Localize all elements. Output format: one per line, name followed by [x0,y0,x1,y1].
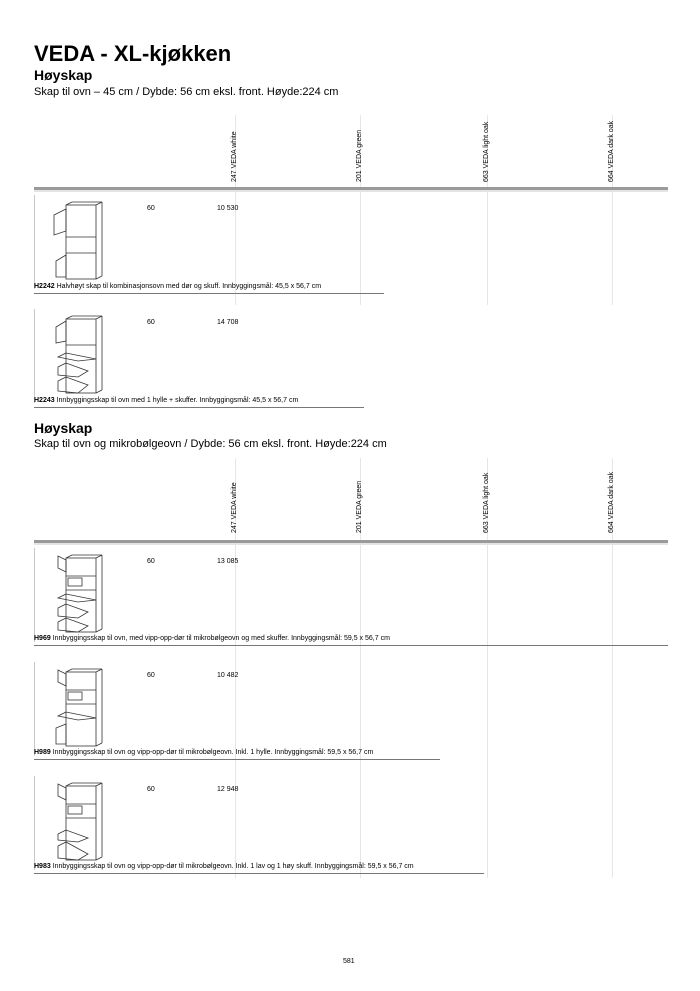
price-white: 10 530 [217,205,239,212]
product-caption [34,283,321,290]
product-row-h989 [34,662,668,762]
product-caption [34,863,414,870]
product-caption [34,635,390,642]
product-description: Innbyggingsskap til ovn og vipp-opp-dør til mikrobølgeovn. Inkl. 1 lav og 1 høy skuff. Innbyggingsmål: 59,5 x 56,7 cm [52,863,414,870]
column-header-green: 201 VEDA green [356,129,363,182]
product-code: H2242 [34,283,55,290]
column-header-green: 201 VEDA green [356,480,363,533]
product-row-h2243 [34,309,668,409]
section-1-description: Skap til ovn – 45 cm / Dybde: 56 cm eksl. front. Høyde:224 cm [34,86,339,98]
section-1-heading: Høyskap [34,67,93,83]
product-width: 60 [147,786,155,793]
product-width: 60 [147,672,155,679]
product-row-h983 [34,776,668,876]
column-header-dark-oak: 664 VEDA dark oak [608,471,615,533]
product-description: Halvhøyt skap til kombinasjonsovn med dør og skuff. Innbyggingsmål: 45,5 x 56,7 cm [56,283,322,290]
tall-cabinet-oven-microwave-two-drawers-icon [48,782,108,862]
product-code: H983 [34,863,51,870]
product-width: 60 [147,558,155,565]
column-header-light-oak: 663 VEDA light oak [483,121,490,182]
column-header-white: 247 VEDA white [231,131,238,182]
product-width: 60 [147,205,155,212]
product-description: Innbyggingsskap til ovn og vipp-opp-dør til mikrobølgeovn. Inkl. 1 hylle. Innbyggingsmål: 59,5 x 56,7 cm [52,749,374,756]
page-number: 581 [343,958,355,965]
product-row-h2242 [34,195,668,295]
product-row-h969 [34,548,668,648]
half-high-cabinet-combi-oven-icon [48,201,108,281]
product-caption [34,397,298,404]
page-title: VEDA - XL-kjøkken [34,41,232,66]
column-header-dark-oak: 664 VEDA dark oak [608,120,615,182]
product-caption [34,749,373,756]
price-white: 13 085 [217,558,239,565]
product-code: H989 [34,749,51,756]
product-description: Innbyggingsskap til ovn med 1 hylle + skuffer. Innbyggingsmål: 45,5 x 56,7 cm [56,397,299,404]
product-code: H969 [34,635,51,642]
column-header-light-oak: 663 VEDA light oak [483,472,490,533]
column-header-white: 247 VEDA white [231,482,238,533]
product-width: 60 [147,319,155,326]
product-description: Innbyggingsskap til ovn, med vipp-opp-dør til mikrobølgeovn og med skuffer. Innbyggingsmål: 59,5 x 56,7 cm [52,635,390,642]
tall-cabinet-oven-microwave-drawers-icon [48,554,108,634]
product-code: H2243 [34,397,55,404]
section-2-heading: Høyskap [34,420,93,436]
price-white: 10 482 [217,672,239,679]
header-rule [34,540,668,545]
header-rule [34,187,668,192]
price-white: 12 948 [217,786,239,793]
tall-cabinet-oven-microwave-shelf-icon [48,668,108,748]
tall-cabinet-oven-drawers-icon [48,315,108,395]
section-2-description: Skap til ovn og mikrobølgeovn / Dybde: 56 cm eksl. front. Høyde:224 cm [34,438,387,450]
price-white: 14 708 [217,319,239,326]
